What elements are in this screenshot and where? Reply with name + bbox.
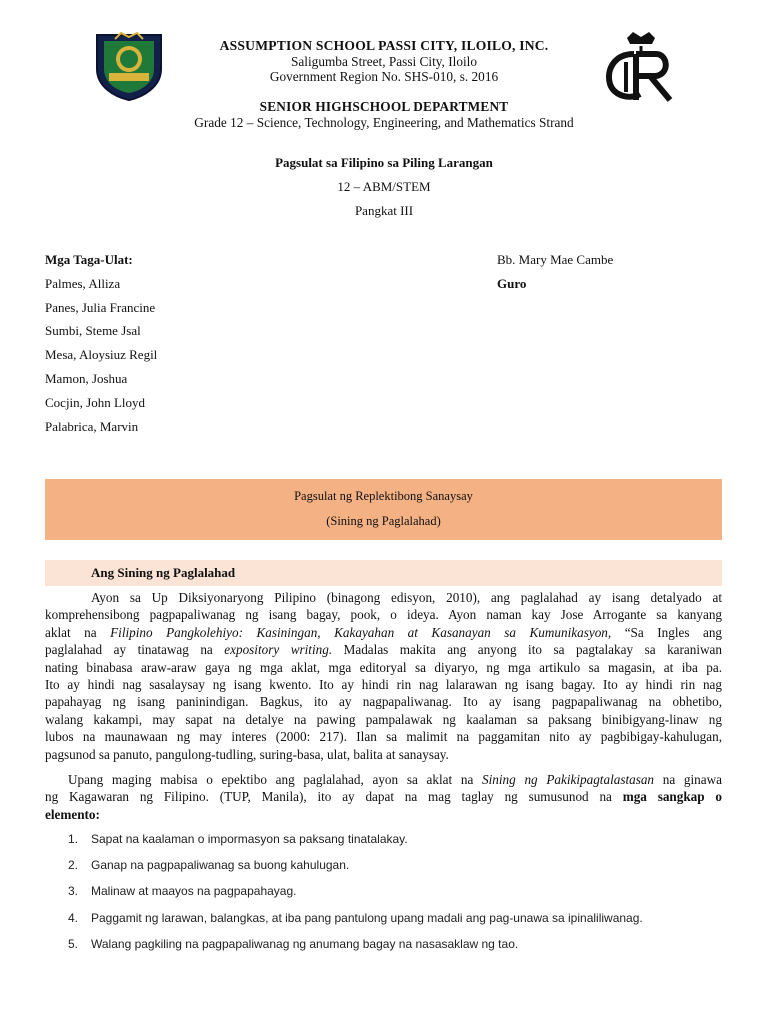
paragraph-line <box>45 641 722 658</box>
teacher-role: Guro <box>497 275 527 291</box>
paragraph-line: Ito ay hindi nag sasalaysay ng isang kwento. Ito ay hindi rin nag lalarawan ng isang bagay. Ito ay hindi rin nag <box>45 676 722 692</box>
list-number: 2. <box>68 858 79 872</box>
list-number: 4. <box>68 911 79 925</box>
reporter-name: Palmes, Alliza <box>45 275 121 291</box>
text-run: ng Kagawaran ng Filipino. (TUP, Manila), ito ay dapat na mag taglay ng sumusunod na <box>45 789 623 805</box>
book-title: Sining ng Pakikipagtalastasan <box>482 772 655 787</box>
subject-group: Pangkat III <box>354 203 414 218</box>
italic-term: expository writing. <box>224 642 333 658</box>
paragraph-line: lubos na maunawaan ng may interes (2000: 217). Ilan sa malimit na paggamitan nito ay pagbibigay-kahulugan, <box>45 729 722 745</box>
list-number: 1. <box>68 832 79 846</box>
paragraph-line: elemento: <box>45 806 100 822</box>
bold-term: mga sangkap o <box>622 789 723 805</box>
subject-section: 12 – ABM/STEM <box>337 179 431 194</box>
reporter-name: Palabrica, Marvin <box>45 418 139 434</box>
paragraph-line <box>45 624 722 641</box>
list-number: 5. <box>68 937 79 951</box>
reporter-name: Sumbi, Steme Jsal <box>45 323 141 339</box>
list-text: Walang pagkiling na pagpapaliwanag ng anumang bagay na nasasaklaw ng tao. <box>91 937 519 951</box>
banner-title: Pagsulat ng Replektibong Sanaysay <box>294 489 473 503</box>
reporter-name: Mamon, Joshua <box>45 370 128 386</box>
school-header <box>0 38 768 85</box>
text-run: Madalas makita ang anyong ito sa pagtalakay sa karaniwan <box>332 642 722 658</box>
text-run: aklat na <box>45 624 111 640</box>
section-heading-bar <box>45 560 722 586</box>
paragraph-line: walang kakampi, may sapat na detalye na pawing pampalawak ng kaalaman sa paksang binibigyang-linaw ng <box>45 711 722 727</box>
paragraph-line <box>45 771 722 788</box>
list-text: Malinaw at maayos na pagpapahayag. <box>91 884 297 898</box>
paragraph-line: nating binabasa araw-araw gaya ng mga aklat, mga editoryal sa diyaryo, ng mga artikulo sa magasin, at iba pa. <box>45 659 722 675</box>
list-number: 3. <box>68 884 79 898</box>
paragraph-line: komprehensibong pagpapaliwanag ng isang bagay, pook, o ideya. Ayon naman kay Jose Arrogante sa kanyang <box>45 607 722 623</box>
paragraph-line: Ayon sa Up Diksiyonaryong Pilipino (binagong edisyon, 2010), ang paglalahad ay isang detalyado at <box>91 590 722 605</box>
strand-line: Grade 12 – Science, Technology, Engineering, and Mathematics Strand <box>194 115 574 130</box>
book-title: Filipino Pangkolehiyo: Kasiningan, Kakayahan at Kasanayan sa Kumunikasyon, <box>110 624 625 640</box>
paragraph-2 <box>45 771 722 823</box>
reporters-list <box>45 252 157 442</box>
reporters-heading: Mga Taga-Ulat: <box>45 252 133 267</box>
text-run: paglalahad ay tinatawag na <box>45 642 225 658</box>
paragraph-line: pagsunod sa panuto, pangulong-tudling, suring-basa, ulat, balita at sanaysay. <box>45 746 449 762</box>
school-address: Saligumba Street, Passi City, Iloilo <box>290 53 478 69</box>
teacher-block <box>497 252 613 300</box>
list-text: Sapat na kaalaman o impormasyon sa paksang tinatalakay. <box>91 832 408 846</box>
title-banner <box>45 479 722 540</box>
reporter-name: Mesa, Aloysiuz Regil <box>45 347 158 363</box>
subject-title: Pagsulat sa Filipino sa Piling Larangan <box>275 155 493 170</box>
government-region: Government Region No. SHS-010, s. 2016 <box>269 69 499 84</box>
paragraph-line <box>45 788 722 805</box>
section-heading: Ang Sining ng Paglalahad <box>91 565 236 580</box>
list-text: Ganap na pagpapaliwanag sa buong kahulugan. <box>91 858 350 872</box>
paragraph-1 <box>45 589 722 763</box>
teacher-name: Bb. Mary Mae Cambe <box>497 252 614 267</box>
reporter-name: Panes, Julia Francine <box>45 299 156 315</box>
text-run: na ginawa <box>654 772 722 787</box>
school-name: ASSUMPTION SCHOOL PASSI CITY, ILOILO, INC. <box>219 38 549 53</box>
text-run: Upang maging mabisa o epektibo ang paglalahad, ayon sa aklat na <box>68 772 483 787</box>
text-run: “Sa Ingles ang <box>624 624 723 640</box>
list-text: Paggamit ng larawan, balangkas, at iba pang pantulong upang madali ang pag-unawa sa ipinaliliwanag. <box>91 911 643 925</box>
paragraph-line: papahayag ng isang paninindigan. Bagkus, ito ay nagpapaliwanag. Ito ay isang pagpapaliwanag na obhetibo, <box>45 694 722 710</box>
reporter-name: Cocjin, John Lloyd <box>45 394 146 410</box>
department-name: SENIOR HIGHSCHOOL DEPARTMENT <box>259 99 509 114</box>
department-header <box>0 99 768 131</box>
banner-subtitle: (Sining ng Paglalahad) <box>326 514 441 528</box>
